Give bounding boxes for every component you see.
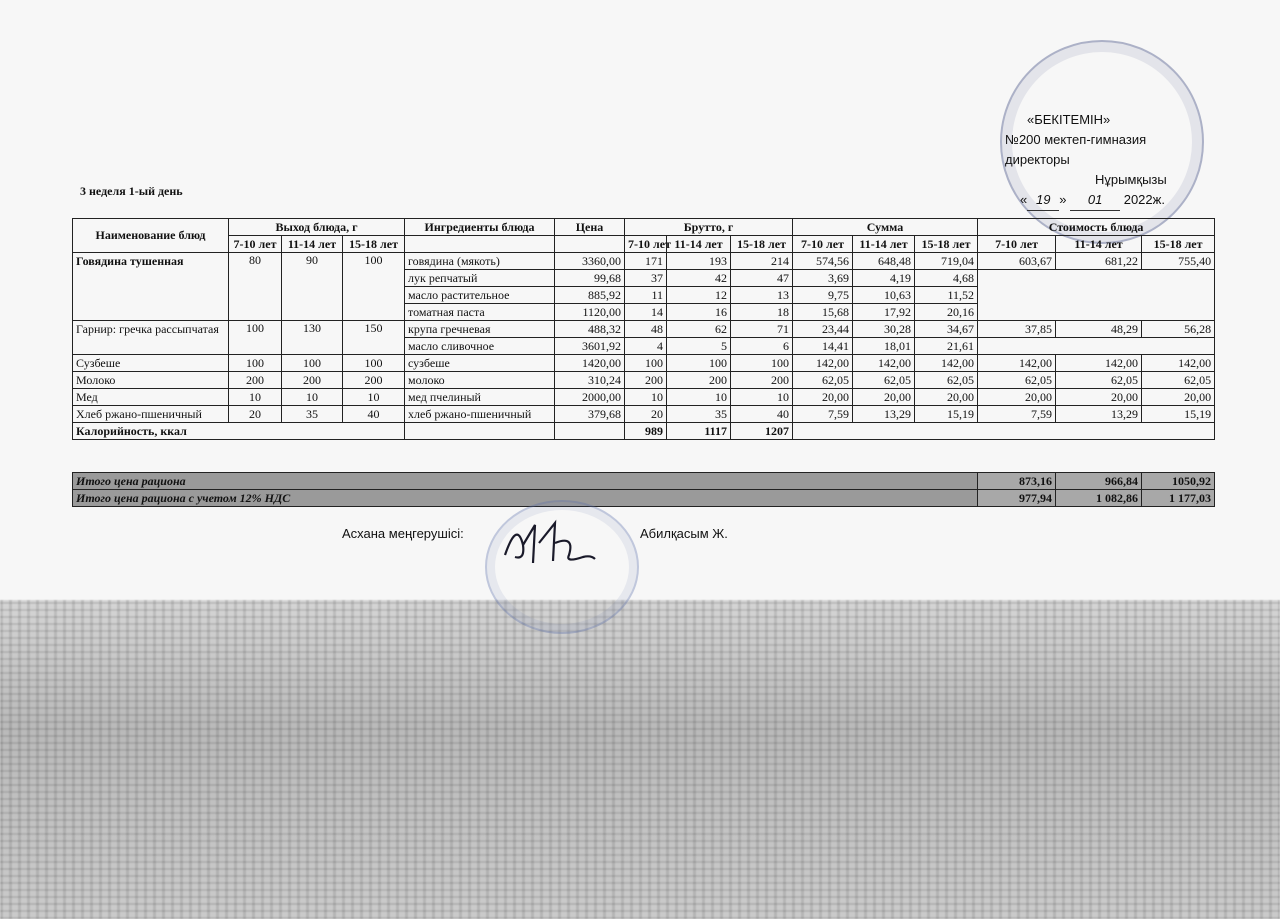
empty-cell bbox=[405, 423, 555, 440]
header-row-2 bbox=[73, 236, 1215, 253]
brutto-cell: 48 bbox=[625, 321, 667, 338]
total-vat-label: Итого цена рациона с учетом 12% НДС bbox=[73, 490, 978, 507]
brutto-cell: 10 bbox=[667, 389, 731, 406]
col-header-brutto: Брутто, г bbox=[625, 219, 793, 236]
cost-cell: 20,00 bbox=[978, 389, 1056, 406]
cost-cell: 62,05 bbox=[1056, 372, 1142, 389]
cost-cell: 56,28 bbox=[1142, 321, 1215, 338]
price-cell: 3360,00 bbox=[555, 253, 625, 270]
table-row bbox=[73, 355, 1215, 372]
cost-cell: 37,85 bbox=[978, 321, 1056, 338]
approval-month: 01 bbox=[1070, 190, 1120, 211]
document-title: 3 неделя 1-ый день bbox=[80, 184, 183, 198]
age-header: 7-10 лет bbox=[625, 236, 667, 253]
empty-cost-cell bbox=[978, 270, 1215, 321]
yield-cell: 130 bbox=[282, 321, 343, 355]
cost-cell: 15,19 bbox=[1142, 406, 1215, 423]
yield-cell: 10 bbox=[229, 389, 282, 406]
total-cell: 873,16 bbox=[978, 473, 1056, 490]
signoff-name: Абилқасым Ж. bbox=[640, 526, 728, 541]
dish-name: Мед bbox=[73, 389, 229, 406]
ingredient: молоко bbox=[405, 372, 555, 389]
calories-row bbox=[73, 423, 1215, 440]
ingredient: говядина (мякоть) bbox=[405, 253, 555, 270]
yield-cell: 200 bbox=[229, 372, 282, 389]
sum-cell: 21,61 bbox=[915, 338, 978, 355]
yield-cell: 100 bbox=[229, 355, 282, 372]
cost-cell: 62,05 bbox=[978, 372, 1056, 389]
price-cell: 310,24 bbox=[555, 372, 625, 389]
ingredient: масло сливочное bbox=[405, 338, 555, 355]
total-vat-cell: 1 177,03 bbox=[1142, 490, 1215, 507]
yield-cell: 90 bbox=[282, 253, 343, 321]
col-header-sum: Сумма bbox=[793, 219, 978, 236]
sum-cell: 7,59 bbox=[793, 406, 853, 423]
age-header: 15-18 лет bbox=[731, 236, 793, 253]
brutto-cell: 11 bbox=[625, 287, 667, 304]
table-row bbox=[73, 253, 1215, 270]
brutto-cell: 13 bbox=[731, 287, 793, 304]
brutto-cell: 171 bbox=[625, 253, 667, 270]
ingredient: сузбеше bbox=[405, 355, 555, 372]
scan-artifact-area bbox=[0, 600, 1280, 919]
age-header: 15-18 лет bbox=[343, 236, 405, 253]
sum-cell: 20,00 bbox=[793, 389, 853, 406]
sum-cell: 574,56 bbox=[793, 253, 853, 270]
ingredient: хлеб ржано-пшеничный bbox=[405, 406, 555, 423]
cost-cell: 142,00 bbox=[1142, 355, 1215, 372]
cost-cell: 681,22 bbox=[1056, 253, 1142, 270]
col-header-ingredients: Ингредиенты блюда bbox=[405, 219, 555, 236]
calories-cell: 1117 bbox=[667, 423, 731, 440]
price-cell: 488,32 bbox=[555, 321, 625, 338]
yield-cell: 20 bbox=[229, 406, 282, 423]
dish-name: Молоко bbox=[73, 372, 229, 389]
empty-cell bbox=[555, 423, 625, 440]
brutto-cell: 18 bbox=[731, 304, 793, 321]
brutto-cell: 100 bbox=[625, 355, 667, 372]
brutto-cell: 200 bbox=[625, 372, 667, 389]
sum-cell: 34,67 bbox=[915, 321, 978, 338]
empty-cost-cell bbox=[978, 338, 1215, 355]
yield-cell: 40 bbox=[343, 406, 405, 423]
approval-year: 2022ж. bbox=[1123, 192, 1165, 207]
dish-name: Хлеб ржано-пшеничный bbox=[73, 406, 229, 423]
yield-cell: 10 bbox=[343, 389, 405, 406]
blank-header bbox=[555, 236, 625, 253]
sum-cell: 142,00 bbox=[853, 355, 915, 372]
cost-cell: 7,59 bbox=[978, 406, 1056, 423]
yield-cell: 200 bbox=[282, 372, 343, 389]
ingredient: крупа гречневая bbox=[405, 321, 555, 338]
approval-role: директоры bbox=[1005, 152, 1070, 167]
blank-header bbox=[405, 236, 555, 253]
brutto-cell: 193 bbox=[667, 253, 731, 270]
approval-name: Нұрымқызы bbox=[1095, 172, 1167, 187]
total-row bbox=[73, 473, 1215, 490]
yield-cell: 100 bbox=[343, 253, 405, 321]
sum-cell: 62,05 bbox=[853, 372, 915, 389]
brutto-cell: 200 bbox=[731, 372, 793, 389]
calories-cell: 989 bbox=[625, 423, 667, 440]
cost-cell: 142,00 bbox=[1056, 355, 1142, 372]
cost-cell: 603,67 bbox=[978, 253, 1056, 270]
cost-cell: 755,40 bbox=[1142, 253, 1215, 270]
price-cell: 2000,00 bbox=[555, 389, 625, 406]
brutto-cell: 200 bbox=[667, 372, 731, 389]
age-header: 15-18 лет bbox=[915, 236, 978, 253]
sum-cell: 17,92 bbox=[853, 304, 915, 321]
calories-cell: 1207 bbox=[731, 423, 793, 440]
menu-table bbox=[72, 218, 1215, 440]
brutto-cell: 100 bbox=[667, 355, 731, 372]
sum-cell: 719,04 bbox=[915, 253, 978, 270]
age-header: 11-14 лет bbox=[1056, 236, 1142, 253]
sum-cell: 23,44 bbox=[793, 321, 853, 338]
age-header: 7-10 лет bbox=[978, 236, 1056, 253]
brutto-cell: 12 bbox=[667, 287, 731, 304]
age-header: 11-14 лет bbox=[853, 236, 915, 253]
sum-cell: 648,48 bbox=[853, 253, 915, 270]
brutto-cell: 16 bbox=[667, 304, 731, 321]
ingredient: мед пчелиный bbox=[405, 389, 555, 406]
total-vat-row bbox=[73, 490, 1215, 507]
ingredient: томатная паста bbox=[405, 304, 555, 321]
brutto-cell: 47 bbox=[731, 270, 793, 287]
total-cell: 966,84 bbox=[1056, 473, 1142, 490]
price-cell: 885,92 bbox=[555, 287, 625, 304]
age-header: 11-14 лет bbox=[667, 236, 731, 253]
brutto-cell: 20 bbox=[625, 406, 667, 423]
price-cell: 3601,92 bbox=[555, 338, 625, 355]
sum-cell: 4,68 bbox=[915, 270, 978, 287]
brutto-cell: 6 bbox=[731, 338, 793, 355]
brutto-cell: 42 bbox=[667, 270, 731, 287]
brutto-cell: 37 bbox=[625, 270, 667, 287]
sum-cell: 13,29 bbox=[853, 406, 915, 423]
header-row-1 bbox=[73, 219, 1215, 236]
yield-cell: 100 bbox=[282, 355, 343, 372]
col-header-cost: Стоимость блюда bbox=[978, 219, 1215, 236]
table-row bbox=[73, 372, 1215, 389]
brutto-cell: 100 bbox=[731, 355, 793, 372]
dish-name: Гарнир: гречка рассыпчатая bbox=[73, 321, 229, 355]
brutto-cell: 14 bbox=[625, 304, 667, 321]
age-header: 11-14 лет bbox=[282, 236, 343, 253]
brutto-cell: 214 bbox=[731, 253, 793, 270]
sum-cell: 11,52 bbox=[915, 287, 978, 304]
approval-school: №200 мектеп-гимназия bbox=[1005, 132, 1147, 147]
table-row bbox=[73, 389, 1215, 406]
yield-cell: 10 bbox=[282, 389, 343, 406]
sum-cell: 15,19 bbox=[915, 406, 978, 423]
sum-cell: 20,16 bbox=[915, 304, 978, 321]
cost-cell: 62,05 bbox=[1142, 372, 1215, 389]
sum-cell: 30,28 bbox=[853, 321, 915, 338]
cost-cell: 48,29 bbox=[1056, 321, 1142, 338]
brutto-cell: 71 bbox=[731, 321, 793, 338]
sum-cell: 14,41 bbox=[793, 338, 853, 355]
sum-cell: 142,00 bbox=[915, 355, 978, 372]
yield-cell: 100 bbox=[229, 321, 282, 355]
cost-cell: 20,00 bbox=[1142, 389, 1215, 406]
sum-cell: 20,00 bbox=[853, 389, 915, 406]
brutto-cell: 10 bbox=[731, 389, 793, 406]
total-vat-cell: 1 082,86 bbox=[1056, 490, 1142, 507]
yield-cell: 80 bbox=[229, 253, 282, 321]
cost-cell: 20,00 bbox=[1056, 389, 1142, 406]
col-header-dish: Наименование блюд bbox=[73, 219, 229, 253]
brutto-cell: 10 bbox=[625, 389, 667, 406]
age-header: 7-10 лет bbox=[793, 236, 853, 253]
price-cell: 1120,00 bbox=[555, 304, 625, 321]
sum-cell: 20,00 bbox=[915, 389, 978, 406]
approval-day: 19 bbox=[1027, 190, 1059, 211]
dish-name: Говядина тушенная bbox=[73, 253, 229, 321]
cost-cell: 142,00 bbox=[978, 355, 1056, 372]
calories-label: Калорийность, ккал bbox=[73, 423, 405, 440]
approval-heading: «БЕКІТЕМІН» bbox=[1027, 112, 1111, 127]
empty-cell bbox=[793, 423, 1215, 440]
sum-cell: 4,19 bbox=[853, 270, 915, 287]
cost-cell: 13,29 bbox=[1056, 406, 1142, 423]
sum-cell: 3,69 bbox=[793, 270, 853, 287]
price-cell: 379,68 bbox=[555, 406, 625, 423]
age-header: 15-18 лет bbox=[1142, 236, 1215, 253]
total-cell: 1050,92 bbox=[1142, 473, 1215, 490]
brutto-cell: 5 bbox=[667, 338, 731, 355]
yield-cell: 100 bbox=[343, 355, 405, 372]
approval-block bbox=[1005, 110, 1255, 211]
sum-cell: 62,05 bbox=[915, 372, 978, 389]
sum-cell: 142,00 bbox=[793, 355, 853, 372]
yield-cell: 150 bbox=[343, 321, 405, 355]
price-cell: 99,68 bbox=[555, 270, 625, 287]
signoff-role: Асхана меңгерушісі: bbox=[342, 526, 464, 541]
totals-table bbox=[72, 472, 1215, 507]
brutto-cell: 35 bbox=[667, 406, 731, 423]
approval-date: « 19 » 01 2022ж. bbox=[1020, 190, 1255, 211]
dish-name: Сузбеше bbox=[73, 355, 229, 372]
sum-cell: 10,63 bbox=[853, 287, 915, 304]
table-row bbox=[73, 406, 1215, 423]
brutto-cell: 40 bbox=[731, 406, 793, 423]
brutto-cell: 4 bbox=[625, 338, 667, 355]
total-label: Итого цена рациона bbox=[73, 473, 978, 490]
col-header-price: Цена bbox=[555, 219, 625, 236]
age-header: 7-10 лет bbox=[229, 236, 282, 253]
sum-cell: 15,68 bbox=[793, 304, 853, 321]
sum-cell: 62,05 bbox=[793, 372, 853, 389]
col-header-yield: Выход блюда, г bbox=[229, 219, 405, 236]
price-cell: 1420,00 bbox=[555, 355, 625, 372]
ingredient: масло растительное bbox=[405, 287, 555, 304]
brutto-cell: 62 bbox=[667, 321, 731, 338]
handwritten-signature bbox=[495, 515, 605, 570]
ingredient: лук репчатый bbox=[405, 270, 555, 287]
table-row bbox=[73, 321, 1215, 338]
total-vat-cell: 977,94 bbox=[978, 490, 1056, 507]
sum-cell: 18,01 bbox=[853, 338, 915, 355]
yield-cell: 200 bbox=[343, 372, 405, 389]
yield-cell: 35 bbox=[282, 406, 343, 423]
sum-cell: 9,75 bbox=[793, 287, 853, 304]
